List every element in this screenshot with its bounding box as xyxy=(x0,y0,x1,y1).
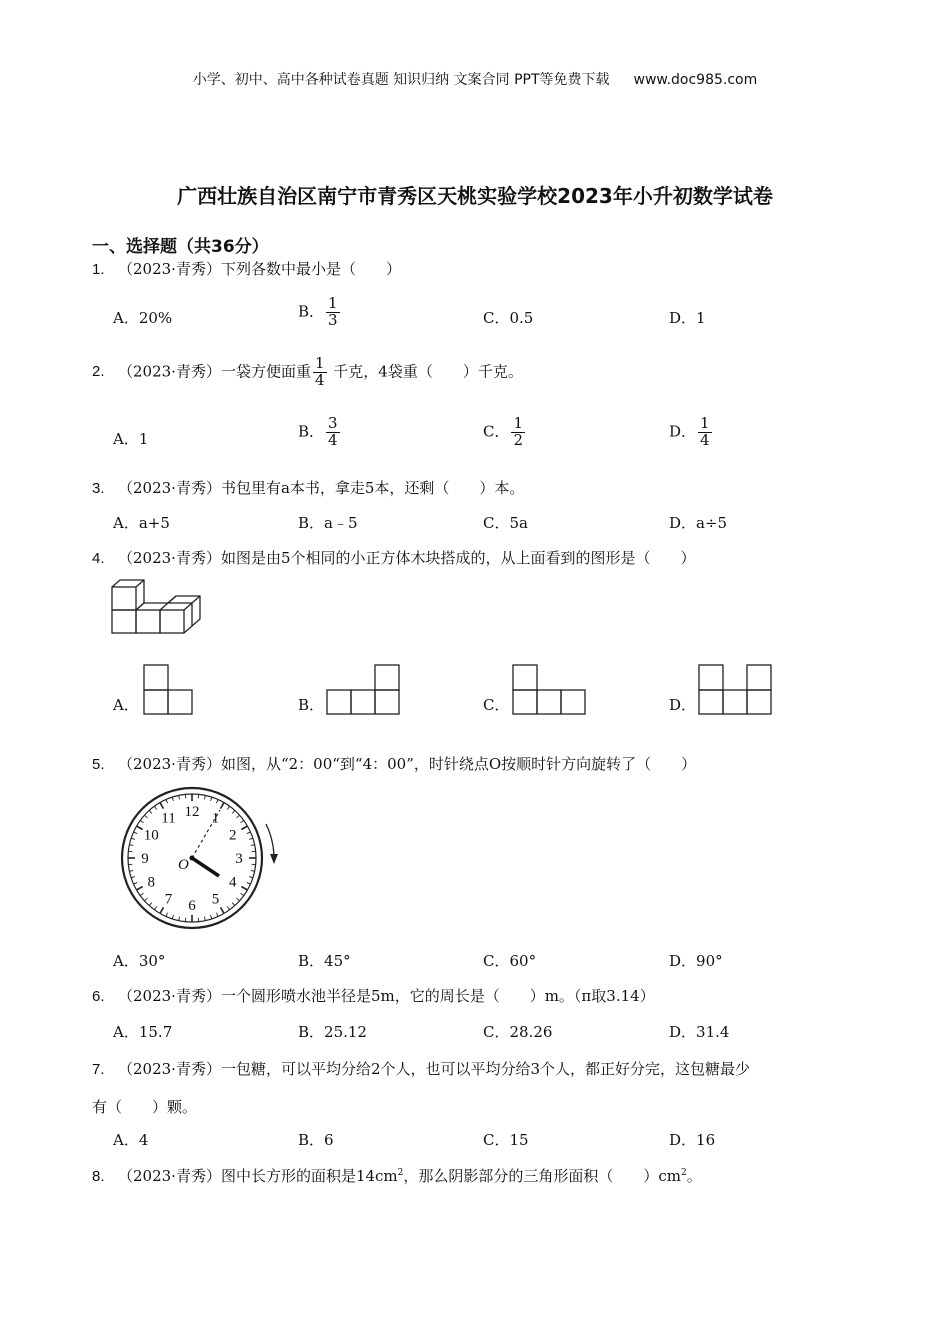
question-text-post: 。 xyxy=(686,1167,702,1185)
clock-numeral: 12 xyxy=(184,804,200,820)
clock-tick xyxy=(129,845,133,846)
option-label: C． xyxy=(483,422,510,441)
numerator: 1 xyxy=(328,294,338,312)
question-7 xyxy=(92,1058,750,1079)
clock-tick xyxy=(134,882,138,884)
q6-option-d[interactable]: D．31.4 xyxy=(669,1023,730,1041)
superscript: 2 xyxy=(681,1168,687,1178)
q5-option-b[interactable]: B．45° xyxy=(298,952,351,970)
question-text-post: 千克，4袋重（ ）千克。 xyxy=(333,362,523,381)
clock-tick xyxy=(211,915,212,919)
question-1 xyxy=(92,258,401,279)
clock-tick xyxy=(237,898,240,901)
clock-numeral: 5 xyxy=(211,891,220,908)
clock-tick xyxy=(247,832,251,834)
denominator: 2 xyxy=(513,430,524,449)
section-heading: 一、选择题（共36分） xyxy=(92,237,269,257)
clock-tick xyxy=(166,800,168,804)
clock-numeral: 6 xyxy=(188,898,196,914)
question-text-mid: ，那么阴影部分的三角形面积（ ）cm xyxy=(403,1167,682,1185)
q4-option-c[interactable]: C． xyxy=(483,696,510,714)
q2-option-b[interactable] xyxy=(298,416,342,449)
q5-option-c[interactable]: C．60° xyxy=(483,952,537,970)
page-header xyxy=(0,69,950,89)
question-text: （2023·青秀）一个圆形喷水池半径是5m，它的周长是（ ）m。（π取3.14） xyxy=(118,987,655,1005)
clock-numeral: 1 xyxy=(211,810,220,827)
clock-tick xyxy=(251,845,255,846)
q4-option-d[interactable]: D． xyxy=(669,696,697,714)
clock-tick xyxy=(241,887,247,891)
clock-tick xyxy=(154,806,156,809)
clock-tick xyxy=(227,907,229,910)
q1-option-d[interactable]: D．1 xyxy=(669,309,706,327)
q4-option-d-figure xyxy=(698,664,774,716)
clock-tick xyxy=(241,820,244,822)
clock-tick xyxy=(237,815,240,818)
clock-tick xyxy=(204,795,205,799)
clock-tick xyxy=(134,832,138,834)
clock-tick xyxy=(204,917,205,921)
q7-option-a[interactable]: A．4 xyxy=(113,1131,149,1149)
q5-option-a[interactable]: A．30° xyxy=(113,952,166,970)
q2-option-c[interactable] xyxy=(483,416,527,449)
q7-option-c[interactable]: C．15 xyxy=(483,1131,529,1149)
clock-tick xyxy=(129,870,133,871)
question-8 xyxy=(92,1165,702,1186)
superscript: 2 xyxy=(397,1168,404,1178)
clock-center-label: O xyxy=(178,857,189,873)
clock-tick xyxy=(160,803,164,809)
q3-option-a[interactable]: A．a+5 xyxy=(113,514,170,532)
numerator: 3 xyxy=(328,414,338,432)
question-text: （2023·青秀）书包里有a本书，拿走5本，还剩（ ）本。 xyxy=(118,479,525,497)
fraction xyxy=(326,296,340,329)
option-label: D． xyxy=(669,422,697,441)
question-text: （2023·青秀）如图是由5个相同的小正方体木块搭成的，从上面看到的图形是（ ） xyxy=(118,549,696,567)
q4-option-b-figure xyxy=(326,664,402,716)
clock-tick xyxy=(247,882,251,884)
question-text: （2023·青秀）下列各数中最小是（ ） xyxy=(118,260,401,278)
question-number: 8. xyxy=(92,1168,105,1185)
clock-numeral: 10 xyxy=(143,827,159,844)
clock-tick xyxy=(166,913,168,917)
question-2 xyxy=(92,356,523,389)
clock-tick xyxy=(137,887,143,891)
clock-tick xyxy=(211,797,212,801)
question-5 xyxy=(92,753,696,774)
q5-option-d[interactable]: D．90° xyxy=(669,952,723,970)
clock-tick xyxy=(144,815,147,818)
option-label: B． xyxy=(298,422,325,441)
clock-tick xyxy=(149,810,152,813)
clock-tick xyxy=(179,917,180,921)
question-text: （2023·青秀）如图，从“2：00“到“4：00”，时针绕点O按顺时针方向旋转了（ ） xyxy=(118,755,697,773)
clock-numeral: 4 xyxy=(228,874,237,891)
q3-option-d[interactable]: D．a÷5 xyxy=(669,514,728,532)
clock-tick xyxy=(227,806,229,809)
question-number: 6. xyxy=(92,988,105,1005)
question-text: （2023·青秀）一包糖，可以平均分给2个人，也可以平均分给3个人，都正好分完，这包糖最少 xyxy=(118,1060,751,1078)
clock-tick xyxy=(216,800,218,804)
question-text-pre: （2023·青秀）图中长方形的面积是14cm xyxy=(118,1167,398,1185)
clock-tick xyxy=(249,838,253,839)
numerator: 1 xyxy=(314,354,325,372)
header-url[interactable]: www.doc985.com xyxy=(633,72,758,88)
clock-tick xyxy=(131,877,135,878)
q6-option-c[interactable]: C．28.26 xyxy=(483,1023,553,1041)
question-6 xyxy=(92,985,655,1006)
question-number: 1. xyxy=(92,261,105,278)
question-text-pre: （2023·青秀）一袋方便面重 xyxy=(118,362,311,381)
option-label: B． xyxy=(298,302,325,321)
clock-tick xyxy=(172,915,173,919)
question-number: 2. xyxy=(92,363,105,381)
clock-numeral: 11 xyxy=(161,810,176,827)
clock-numeral: 7 xyxy=(164,891,173,908)
clock-numeral: 2 xyxy=(228,827,237,844)
question-3 xyxy=(92,477,524,498)
clock-tick xyxy=(137,826,143,830)
fraction xyxy=(313,356,327,389)
clock-tick xyxy=(216,913,218,917)
page-title: 广西壮族自治区南宁市青秀区天桃实验学校2023年小升初数学试卷 xyxy=(177,184,773,208)
clock-numeral: 8 xyxy=(147,874,156,891)
denominator: 4 xyxy=(700,430,710,449)
q1-option-b[interactable] xyxy=(298,296,342,329)
q4-option-c-figure xyxy=(512,664,588,716)
clock-tick xyxy=(140,893,143,895)
clock-tick xyxy=(154,907,156,910)
clock-tick xyxy=(144,898,147,901)
clock-figure xyxy=(118,782,283,934)
q7-option-b[interactable]: B．6 xyxy=(298,1131,334,1149)
q1-option-c[interactable]: C．0.5 xyxy=(483,309,534,327)
q6-option-a[interactable]: A．15.7 xyxy=(113,1023,173,1041)
clock-center-dot xyxy=(190,856,195,861)
q6-option-b[interactable]: B．25.12 xyxy=(298,1023,367,1041)
clock-tick xyxy=(241,826,247,830)
clock-tick xyxy=(140,820,143,822)
cube-stack-figure xyxy=(108,578,203,636)
clock-tick xyxy=(172,797,173,801)
q4-option-b[interactable]: B． xyxy=(298,696,325,714)
question-7-continued: 有（ ）颗。 xyxy=(92,1098,198,1116)
denominator: 3 xyxy=(328,310,338,329)
clock-tick xyxy=(179,795,180,799)
q3-option-b[interactable]: B．a﹣5 xyxy=(298,514,358,532)
clock-tick xyxy=(232,810,235,813)
clock-tick xyxy=(221,803,225,809)
fraction xyxy=(326,416,340,449)
question-number: 3. xyxy=(92,480,105,497)
header-text: 小学、初中、高中各种试卷真题 知识归纳 文案合同 PPT等免费下载 xyxy=(192,72,610,88)
q7-option-d[interactable]: D．16 xyxy=(669,1131,716,1149)
clock-numeral: 9 xyxy=(141,851,149,867)
numerator: 1 xyxy=(513,414,524,432)
clock-tick xyxy=(160,907,164,913)
clock-hour-hand xyxy=(192,858,219,876)
clock-tick xyxy=(241,893,244,895)
q3-option-c[interactable]: C．5a xyxy=(483,514,528,532)
q2-option-a[interactable]: A．1 xyxy=(113,430,149,448)
fraction xyxy=(698,416,712,449)
denominator: 4 xyxy=(328,430,338,449)
question-4 xyxy=(92,547,696,568)
clock-tick xyxy=(232,903,235,906)
clock-tick xyxy=(251,870,255,871)
question-number: 7. xyxy=(92,1061,105,1078)
numerator: 1 xyxy=(700,414,710,432)
question-number: 5. xyxy=(92,756,105,773)
q2-option-d[interactable] xyxy=(669,416,714,449)
clock-tick xyxy=(221,907,225,913)
q1-option-a[interactable]: A．20% xyxy=(113,309,173,327)
denominator: 4 xyxy=(314,370,325,389)
clock-tick xyxy=(249,877,253,878)
q4-option-a[interactable]: A． xyxy=(113,696,139,714)
clock-tick xyxy=(149,903,152,906)
question-number: 4. xyxy=(92,550,105,567)
clock-numeral: 3 xyxy=(235,851,243,867)
fraction xyxy=(511,416,525,449)
q4-option-a-figure xyxy=(143,664,195,716)
clock-tick xyxy=(131,838,135,839)
rotation-arrow-head xyxy=(270,854,278,864)
